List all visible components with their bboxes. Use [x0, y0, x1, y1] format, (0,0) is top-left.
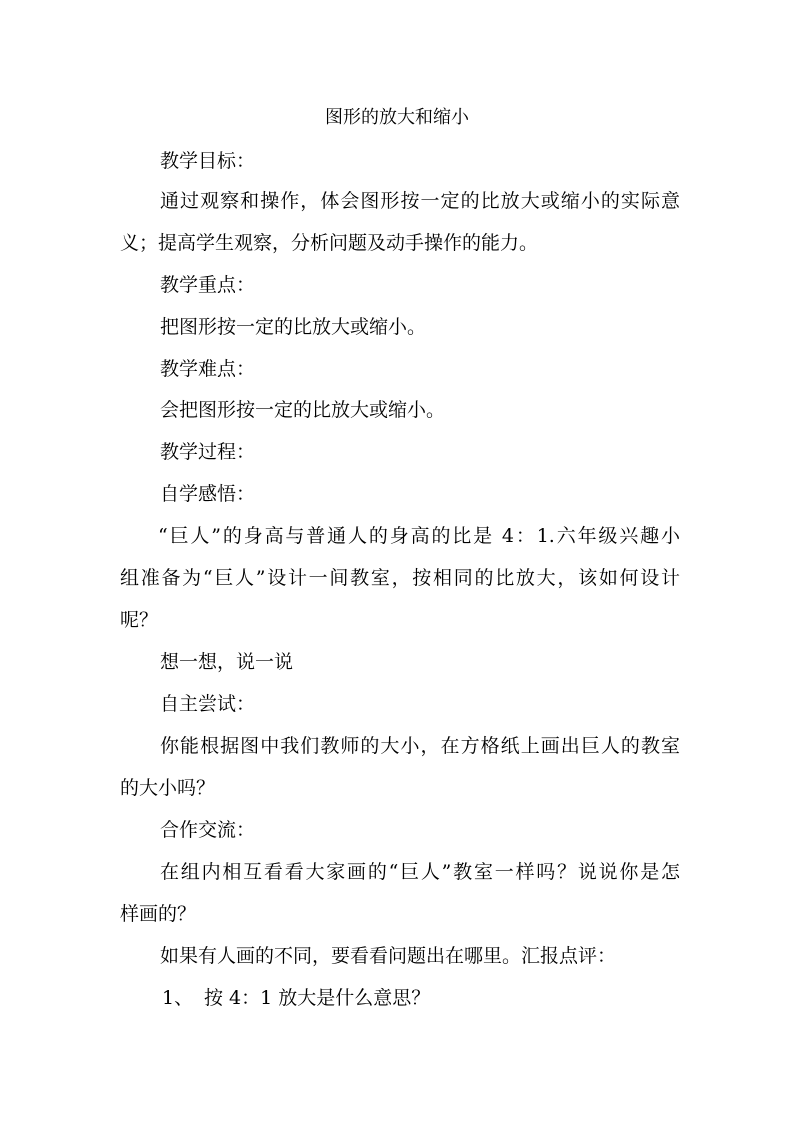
paragraph-line: “巨人”的身高与普通人的身高的比是 4：1.六年级兴趣小	[158, 525, 680, 547]
section-heading-objectives: 教学目标：	[160, 150, 256, 172]
paragraph-line: 通过观察和操作，体会图形按一定的比放大或缩小的实际意	[160, 190, 680, 212]
section-heading-self-study: 自学感悟：	[160, 483, 256, 505]
section-heading-cooperation: 合作交流：	[160, 819, 256, 841]
paragraph-line: 会把图形按一定的比放大或缩小。	[160, 399, 446, 421]
list-item-text: 按 4：1 放大是什么意思？	[204, 987, 431, 1009]
paragraph-line: 把图形按一定的比放大或缩小。	[160, 316, 427, 338]
paragraph-line: 的大小吗？	[120, 777, 216, 799]
paragraph-line: 想一想，说一说	[160, 651, 294, 673]
section-heading-try: 自主尝试：	[160, 693, 256, 715]
document-title: 图形的放大和缩小	[325, 107, 469, 128]
section-heading-difficulties: 教学难点：	[160, 358, 256, 380]
paragraph-line: 你能根据图中我们教师的大小，在方格纸上画出巨人的教室	[160, 735, 680, 757]
section-heading-process: 教学过程：	[160, 441, 256, 463]
list-item-number: 1、	[162, 987, 194, 1009]
paragraph-line: 呢？	[120, 609, 159, 631]
section-heading-key-points: 教学重点：	[160, 274, 256, 296]
paragraph-line: 样画的？	[120, 903, 197, 925]
paragraph-line: 组准备为“巨人”设计一间教室，按相同的比放大，该如何设计	[120, 567, 680, 589]
paragraph-line: 在组内相互看看大家画的“巨人”教室一样吗？说说你是怎	[160, 861, 680, 883]
paragraph-line: 如果有人画的不同，要看看问题出在哪里。汇报点评：	[160, 945, 617, 967]
paragraph-line: 义；提高学生观察，分析问题及动手操作的能力。	[120, 232, 539, 254]
